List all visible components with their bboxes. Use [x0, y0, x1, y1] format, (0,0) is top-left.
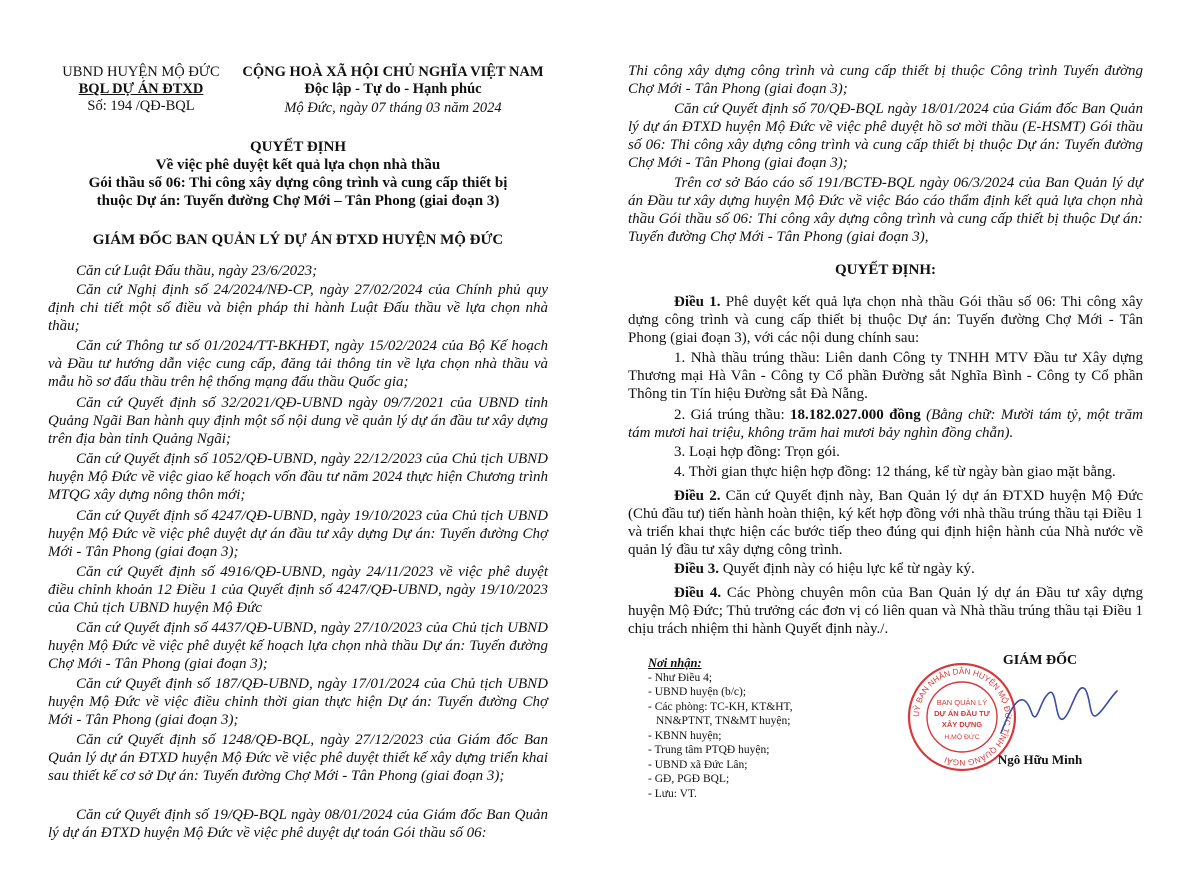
article-3	[628, 560, 1143, 578]
article-1-item-1: 1. Nhà thầu trúng thầu: Liên danh Công ty TNHH MTV Đầu tư Xây dựng Thương mại Hà Vân - Công ty Cổ phần Đường sắt Nghĩa Bình - Công ty Cổ phần Thông tin Tín hiệu Đường sắt Đà Nẵng.	[628, 350, 1143, 402]
recipients-heading: Nơi nhận:	[648, 656, 702, 670]
national-heading	[238, 64, 548, 117]
basis-continuation: Thi công xây dựng công trình và cung cấp thiết bị thuộc Công trình Tuyến đường Chợ Mới - Tân Phong (giai đoạn 3);	[628, 63, 1143, 97]
signer-name: Ngô Hữu Minh	[997, 752, 1083, 767]
article-1-item-4: 4. Thời gian thực hiện hợp đồng: 12 tháng, kể từ ngày bàn giao mặt bằng.	[674, 464, 1116, 480]
title-package: Gói thầu số 06: Thi công xây dựng công trình và cung cấp thiết bị	[88, 175, 508, 191]
basis-paragraph: Căn cứ Quyết định số 1052/QĐ-UBND, ngày 22/12/2023 của Chủ tịch UBND huyện Mộ Đức về việc giao kế hoạch vốn đầu tư năm 2024 thực hiện Chương trình MTQG xây dựng nông thôn mới;	[48, 451, 548, 503]
recipient-item: NN&PTNT, TN&MT huyện;	[656, 715, 791, 727]
nation-name: CỘNG HOÀ XÃ HỘI CHỦ NGHĨA VIỆT NAM	[242, 64, 544, 80]
issue-date: Mộ Đức, ngày 07 tháng 03 năm 2024	[284, 100, 502, 116]
signature-block	[898, 653, 1138, 773]
basis-paragraph: Căn cứ Quyết định số 1248/QĐ-BQL, ngày 27/12/2023 của Giám đốc Ban Quản lý dự án ĐTXD huyện Mộ Đức về việc phê duyệt thiết kế xây dựng triển khai sau thiết kế cơ sở Dự án: Tuyến đường Chợ Mới - Tân Phong (giai đoạn 3);	[48, 732, 548, 784]
document-number: Số: 194 /QĐ-BQL	[87, 98, 195, 114]
article-1-label: Điều 1.	[674, 294, 721, 310]
seal-line: H.MỘ ĐỨC	[944, 734, 980, 741]
signature-stroke	[1001, 688, 1117, 733]
basis-paragraph: Căn cứ Nghị định số 24/2024/NĐ-CP, ngày 27/02/2024 của Chính phủ quy định chi tiết một số điều và biện pháp thi hành Luật Đấu thầu về lựa chọn nhà thầu;	[48, 282, 548, 334]
article-1-item-3: 3. Loại hợp đồng: Trọn gói.	[674, 444, 840, 460]
director-heading: GIÁM ĐỐC BAN QUẢN LÝ DỰ ÁN ĐTXD HUYỆN MỘ ĐỨC	[92, 232, 504, 248]
basis-paragraph: Căn cứ Quyết định số 4916/QĐ-UBND, ngày 24/11/2023 về việc phê duyệt điều chỉnh khoản 12 Điều 1 của Quyết định số 4247/QĐ-UBND, ngày 19/10/2023 của Chủ tịch UBND huyện Mộ Đức	[48, 564, 548, 616]
article-4-label: Điều 4.	[674, 585, 722, 601]
basis-paragraph: Căn cứ Quyết định số 19/QĐ-BQL ngày 08/01/2024 của Giám đốc Ban Quản lý dự án ĐTXD huyện Mộ Đức về việc phê duyệt dự toán Gói thầu số 06:	[48, 807, 548, 841]
agency-parent: UBND HUYỆN MỘ ĐỨC	[62, 64, 220, 80]
basis-paragraph: Căn cứ Thông tư số 01/2024/TT-BKHĐT, ngày 15/02/2024 của Bộ Kế hoạch và Đầu tư hướng dẫn việc cung cấp, đăng tải thông tin về lựa chọn nhà thầu và mẫu hồ sơ đấu thầu trên hệ thống mạng đấu thầu Quốc gia;	[48, 338, 548, 390]
signer-title: GIÁM ĐỐC	[1002, 653, 1078, 668]
basis-paragraph: Trên cơ sở Báo cáo số 191/BCTĐ-BQL ngày 06/3/2024 của Ban Quản lý dự án Đầu tư xây dựng huyện Mộ Đức về việc Báo cáo thẩm định kết quả lựa chọn nhà thầu Gói thầu số 06: Thi công xây dựng công trình và cung cấp thiết bị thuộc Dự án: Tuyến đường Chợ Mới - Tân Phong (giai đoạn 3),	[628, 175, 1143, 245]
recipient-item: - KBNN huyện;	[648, 729, 722, 742]
article-2	[628, 487, 1143, 559]
title-project: thuộc Dự án: Tuyến đường Chợ Mới – Tân Phong (giai đoạn 3)	[96, 193, 500, 209]
issuing-agency	[56, 64, 226, 115]
article-3-text: Quyết định này có hiệu lực kể từ ngày ký.	[719, 561, 975, 577]
recipient-item: - Như Điều 4;	[648, 671, 713, 684]
article-1-text: Phê duyệt kết quả lựa chọn nhà thầu Gói thầu số 06: Thi công xây dựng công trình và cung cấp thiết bị thuộc Dự án: Tuyến đường Chợ Mới - Tân Phong (giai đoạn 3), với các nội dung chính sau:	[628, 294, 1144, 346]
recipient-item: - Lưu: VT.	[648, 787, 697, 800]
title-subject: Về việc phê duyệt kết quả lựa chọn nhà thầu	[155, 157, 441, 173]
title-decision: QUYẾT ĐỊNH	[250, 139, 346, 155]
article-2-text: Căn cứ Quyết định này, Ban Quản lý dự án ĐTXD huyện Mộ Đức (Chủ đầu tư) tiến hành hoàn thiện, ký kết hợp đồng với nhà thầu trúng thầu tại Điều 1 và triển khai thực hiện các bước tiếp theo đúng qui định hiện hành của Nhà nước về quản lý đầu tư xây dựng công trình.	[628, 488, 1144, 558]
recipients-block	[648, 656, 898, 801]
seal-line: XÂY DỰNG	[941, 720, 983, 729]
seal-ring-path: UỶ BAN NHÂN DÂN HUYỆN MỘ ĐỨC TỈNH QUẢNG NGÃI	[911, 666, 1013, 768]
article-4	[628, 584, 1143, 638]
handwritten-signature	[993, 671, 1123, 751]
basis-paragraph: Căn cứ Quyết định số 4437/QĐ-UBND, ngày 27/10/2023 của Chủ tịch UBND huyện Mộ Đức về việc phê duyệt kế hoạch lựa chọn nhà thầu Dự án: Tuyến đường Chợ Mới - Tân Phong (giai đoạn 3);	[48, 620, 548, 672]
contract-price-label: 2. Giá trúng thầu:	[674, 407, 790, 423]
recipient-item: - UBND xã Đức Lân;	[648, 758, 748, 771]
article-4-text: Các Phòng chuyên môn của Ban Quản lý dự án Đầu tư xây dựng huyện Mộ Đức; Thủ trưởng các đơn vị có liên quan và Nhà thầu trúng thầu tại Điều 1 chịu trách nhiệm thi hành Quyết định này./.	[628, 585, 1143, 637]
recipient-item: - UBND huyện (b/c);	[648, 686, 747, 698]
recipient-item: - Trung tâm PTQĐ huyện;	[648, 744, 770, 756]
decision-heading: QUYẾT ĐỊNH:	[835, 262, 936, 278]
article-1-item-2	[628, 406, 1143, 442]
recipient-item: - GĐ, PGĐ BQL;	[648, 773, 730, 785]
basis-paragraph: Căn cứ Quyết định số 4247/QĐ-UBND, ngày 19/10/2023 của Chủ tịch UBND huyện Mộ Đức về việc phê duyệt dự án đầu tư xây dựng Dự án: Tuyến đường Chợ Mới - Tân Phong (giai đoạn 3);	[48, 508, 548, 560]
basis-paragraph: Căn cứ Quyết định số 187/QĐ-UBND, ngày 17/01/2024 của Chủ tịch UBND huyện Mộ Đức về việc điều chỉnh thời gian thực hiện Dự án: Tuyến đường Chợ Mới - Tân Phong (giai đoạn 3);	[48, 676, 548, 728]
basis-paragraph: Căn cứ Quyết định số 32/2021/QĐ-UBND ngày 09/7/2021 của UBND tỉnh Quảng Ngãi Ban hành quy định một số nội dung về quản lý dự án đầu tư xây dựng trên địa bàn tỉnh Quảng Ngãi;	[48, 395, 548, 447]
article-3-label: Điều 3.	[674, 561, 719, 577]
recipient-item: - Các phòng: TC-KH, KT&HT,	[648, 700, 793, 713]
article-2-label: Điều 2.	[674, 488, 721, 504]
document-title	[48, 138, 548, 210]
article-1	[628, 293, 1143, 347]
contract-price-value: 18.182.027.000 đồng	[789, 407, 921, 423]
contract-price-in-words: (Bằng chữ: Mười tám tỷ, một trăm tám mươi hai triệu, không trăm hai mươi bảy nghìn đồng chẵn).	[628, 407, 1143, 441]
basis-paragraph: Căn cứ Quyết định số 70/QĐ-BQL ngày 18/01/2024 của Giám đốc Ban Quản lý dự án ĐTXD huyện Mộ Đức về việc phê duyệt hồ sơ mời thầu (E-HSMT) Gói thầu số 06: Thi công xây dựng công trình và cung cấp thiết bị thuộc Dự án: Tuyến đường Chợ Mới - Tân Phong (giai đoạn 3);	[628, 101, 1143, 171]
seal-line: DỰ ÁN ĐẦU TƯ	[934, 709, 990, 718]
basis-paragraph: Căn cứ Luật Đấu thầu, ngày 23/6/2023;	[76, 263, 318, 279]
agency-name: BQL DỰ ÁN ĐTXD	[78, 81, 204, 97]
seal-line: BAN QUẢN LÝ	[936, 698, 988, 707]
national-motto: Độc lập - Tự do - Hạnh phúc	[304, 81, 482, 97]
